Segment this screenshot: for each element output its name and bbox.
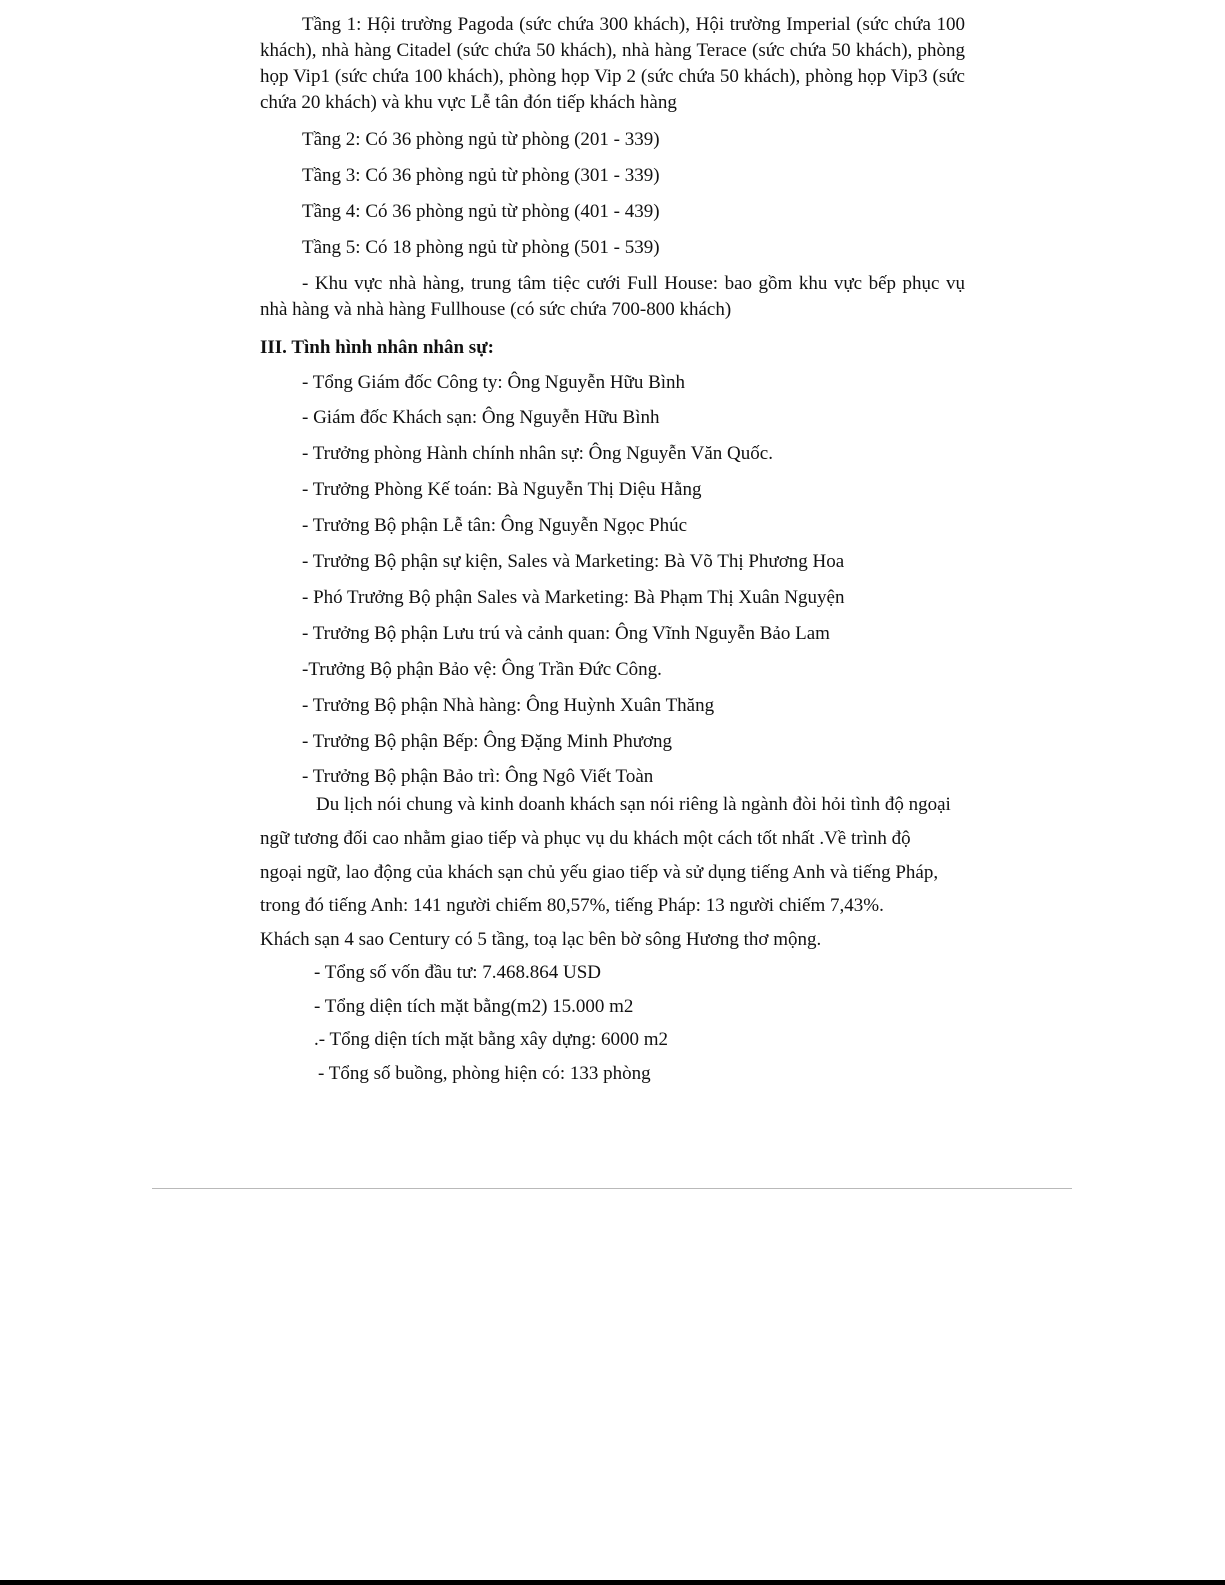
floor-5-line: Tầng 5: Có 18 phòng ngủ từ phòng (501 - 539)	[302, 237, 660, 258]
bottom-edge-bar	[0, 1580, 1225, 1585]
language-paragraph-line: ngoại ngữ, lao động của khách sạn chủ yếu giao tiếp và sử dụng tiếng Anh và tiếng Pháp,	[260, 862, 939, 883]
personnel-item: - Trưởng Bộ phận Bếp: Ông Đặng Minh Phương	[302, 731, 673, 752]
language-paragraph-line: Du lịch nói chung và kinh doanh khách sạn nói riêng là ngành đòi hỏi tình độ ngoại	[316, 794, 951, 815]
stats-item: - Tổng số buồng, phòng hiện có: 133 phòng	[318, 1063, 651, 1084]
stats-item: - Tổng diện tích mặt bằng(m2) 15.000 m2	[314, 996, 634, 1017]
floor-3-line: Tầng 3: Có 36 phòng ngủ từ phòng (301 - 339)	[302, 165, 660, 186]
section-heading: III. Tình hình nhân nhân sự:	[260, 337, 494, 358]
personnel-item: - Trưởng Bộ phận Bảo trì: Ông Ngô Viết Toàn	[302, 766, 654, 787]
personnel-item: - Trưởng Phòng Kế toán: Bà Nguyễn Thị Diệu Hằng	[302, 479, 702, 500]
floor-4-line: Tầng 4: Có 36 phòng ngủ từ phòng (401 - 439)	[302, 201, 660, 222]
page-divider	[152, 1188, 1072, 1189]
language-paragraph-line: trong đó tiếng Anh: 141 người chiếm 80,57%, tiếng Pháp: 13 người chiếm 7,43%.	[260, 895, 884, 916]
personnel-item: - Trưởng Bộ phận sự kiện, Sales và Marketing: Bà Võ Thị Phương Hoa	[302, 551, 845, 572]
personnel-item: - Trưởng Bộ phận Nhà hàng: Ông Huỳnh Xuân Thăng	[302, 695, 715, 716]
stats-item: - Tổng số vốn đầu tư: 7.468.864 USD	[314, 962, 602, 983]
hotel-intro: Khách sạn 4 sao Century có 5 tầng, toạ lạc bên bờ sông Hương thơ mộng.	[260, 929, 822, 950]
personnel-item: - Giám đốc Khách sạn: Ông Nguyễn Hữu Bình	[302, 407, 660, 428]
language-paragraph-line: ngữ tương đối cao nhằm giao tiếp và phục vụ du khách một cách tốt nhất .Về trình độ	[260, 828, 911, 849]
floor-2-line: Tầng 2: Có 36 phòng ngủ từ phòng (201 - 339)	[302, 129, 660, 150]
personnel-item: - Phó Trưởng Bộ phận Sales và Marketing: Bà Phạm Thị Xuân Nguyện	[302, 587, 845, 608]
personnel-item: - Trưởng Bộ phận Lưu trú và cảnh quan: Ông Vĩnh Nguyễn Bảo Lam	[302, 623, 830, 644]
personnel-item: -Trưởng Bộ phận Bảo vệ: Ông Trần Đức Công.	[302, 659, 662, 680]
restaurant-paragraph: - Khu vực nhà hàng, trung tâm tiệc cưới Full House: bao gồm khu vực bếp phục vụ nhà hàng và nhà hàng Fullhouse (có sức chứa 700-800 khách)	[260, 273, 965, 320]
personnel-item: - Trưởng phòng Hành chính nhân sự: Ông Nguyễn Văn Quốc.	[302, 443, 773, 464]
personnel-item: - Tổng Giám đốc Công ty: Ông Nguyễn Hữu Bình	[302, 372, 686, 393]
stats-item: .- Tổng diện tích mặt bằng xây dựng: 6000 m2	[314, 1029, 669, 1050]
floor-1-paragraph: Tầng 1: Hội trường Pagoda (sức chứa 300 khách), Hội trường Imperial (sức chứa 100 khách), nhà hàng Citadel (sức chứa 50 khách), nhà hàng Terace (sức chứa 50 khách), phòng họp Vip1 (sức chứa 100 khách), phòng họp Vip 2 (sức chứa 50 khách), phòng họp Vip3 (sức chứa 20 khách) và khu vực Lễ tân đón tiếp khách hàng	[260, 14, 965, 113]
personnel-item: - Trưởng Bộ phận Lễ tân: Ông Nguyễn Ngọc Phúc	[302, 515, 688, 536]
